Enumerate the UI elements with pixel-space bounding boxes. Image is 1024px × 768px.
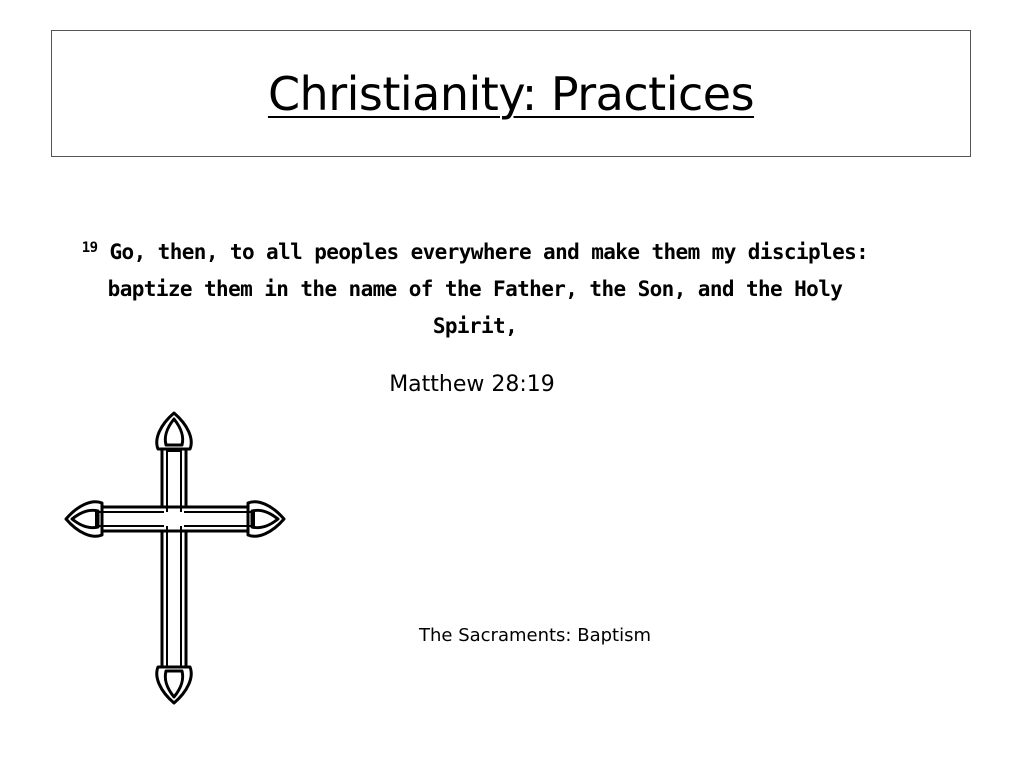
verse-number: 19 bbox=[81, 240, 98, 256]
cross-icon bbox=[60, 405, 290, 710]
verse-text: Go, then, to all peoples everywhere and make them my disciples: baptize them in the name of the Father, the Son, and the Holy Spirit, bbox=[107, 240, 869, 338]
caption: The Sacraments: Baptism bbox=[419, 625, 651, 646]
verse-reference: Matthew 28:19 bbox=[389, 372, 555, 397]
slide-title: Christianity: Practices bbox=[267, 66, 755, 121]
verse-quote bbox=[75, 234, 875, 345]
title-box bbox=[51, 30, 971, 157]
